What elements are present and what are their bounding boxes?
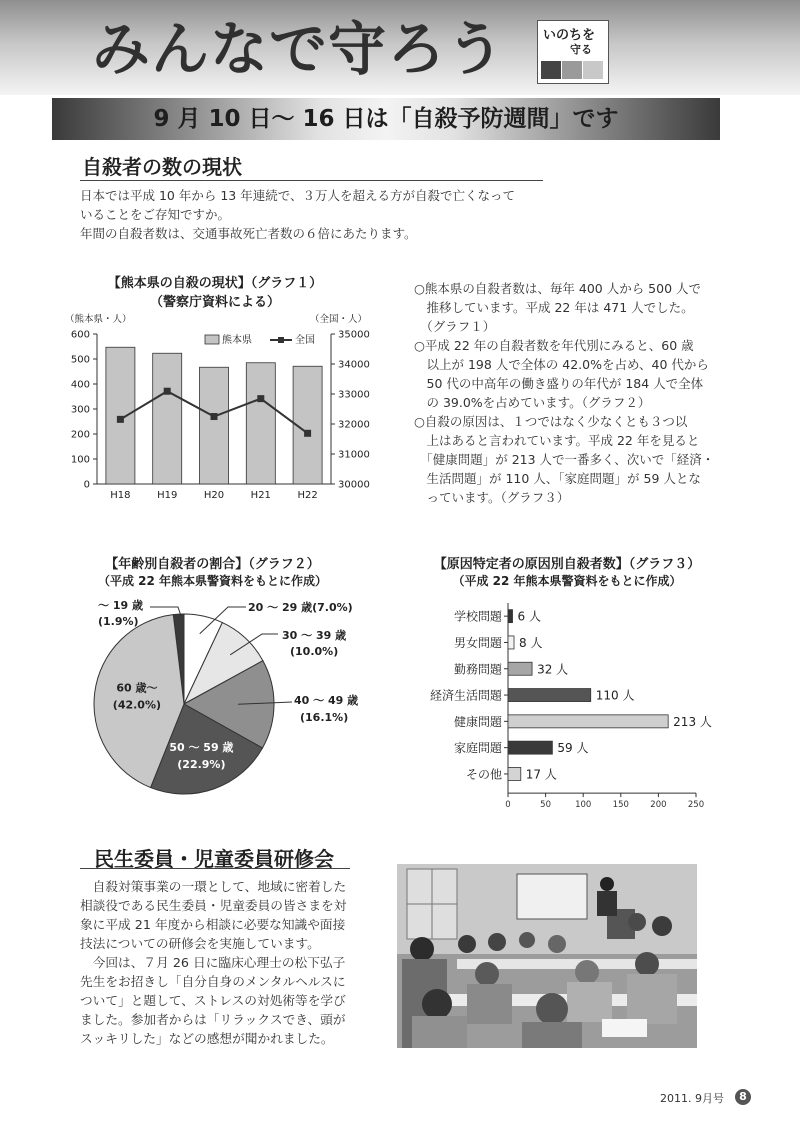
logo-line1: いのちを: [543, 28, 596, 43]
chart2-subtitle: （平成 22 年熊本県警資料をもとに作成）: [97, 574, 328, 588]
legend-marker-national: [278, 337, 284, 343]
chart3-value-label: 32 人: [537, 662, 569, 677]
training-line: スッキリした」などの感想が聞かれました。: [80, 1031, 334, 1046]
note-line: 生活問題」が 110 人、「家庭問題」が 59 人とな: [414, 471, 701, 486]
section-title-current-status: 自殺者の数の現状: [82, 155, 242, 179]
legend-label-national: 全国: [295, 335, 315, 346]
training-line: ました。参加者からは「リラックスでき、頭が: [80, 1012, 346, 1027]
section-underline: [80, 180, 543, 181]
chart1-x-tick-label: H18: [110, 490, 131, 501]
chart1-left-axis-label: （熊本県・人）: [65, 314, 132, 325]
chart3-category-label: 学校問題: [453, 609, 502, 624]
chart1-right-tick-label: 31000: [338, 449, 370, 461]
chart1-national-point-H21: [257, 395, 264, 402]
chart3-bar-4: [508, 715, 668, 728]
chart2-svg: [60, 590, 380, 800]
chart1-bar-H19: [153, 353, 182, 484]
chart1-left-tick-label: 600: [70, 329, 90, 341]
section-underline: [80, 868, 350, 869]
chart1-left-tick-label: 300: [70, 404, 90, 416]
chart2-label-4: 50 〜 59 歳: [169, 741, 234, 755]
chart3-subtitle: （平成 22 年熊本県警資料をもとに作成）: [452, 574, 682, 588]
chart1-left-tick-label: 100: [70, 454, 90, 466]
chart1-title: 【熊本県の自殺の現状】（グラフ１）: [107, 276, 323, 291]
chart2-label-2: 30 〜 39 歳: [282, 629, 347, 642]
chart3-bar-2: [508, 662, 532, 675]
chart3-x-tick-label: 50: [540, 800, 552, 810]
chart1-national-point-H20: [211, 413, 218, 420]
note-line: ○熊本県の自殺者数は、毎年 400 人から 500 人で: [414, 281, 702, 296]
chart1-right-tick-label: 33000: [338, 389, 370, 401]
chart3-bar-1: [508, 636, 514, 649]
chart3-value-label: 8 人: [519, 635, 543, 650]
training-line: 象に平成 21 年度から相談に必要な知識や面接: [80, 917, 346, 932]
chart3-category-label: 健康問題: [453, 714, 502, 729]
chart2-label-0: 〜 19 歳: [98, 599, 143, 612]
chart1-x-tick-label: H20: [203, 490, 225, 501]
training-text: [80, 877, 346, 1048]
chart2-label-1: 20 〜 29 歳(7.0%): [248, 601, 353, 614]
intro-line: 日本では平成 10 年から 13 年連続で、３万人を超える方が自殺で亡くなって: [80, 188, 515, 203]
note-line: 50 代の中高年の働き盛りの年代が 184 人で全体: [414, 376, 704, 391]
training-line: 今回は、７月 26 日に臨床心理士の松下弘子: [80, 955, 346, 970]
section-title-training: 民生委員・児童委員研修会: [94, 847, 334, 871]
chart2-pct-2: (10.0%): [290, 645, 339, 658]
intro-line: いることをご存知ですか。: [80, 207, 231, 222]
chart1-bar-H18: [106, 347, 135, 484]
training-line: ついて」と題して、ストレスの対処術等を学び: [80, 993, 346, 1008]
notes-block: [414, 279, 714, 507]
logo-square: [562, 61, 582, 79]
note-line: 上はあると言われています。平成 22 年を見ると: [414, 433, 700, 448]
page-title: みんなで守ろう: [92, 15, 506, 83]
chart3-category-label: 勤務問題: [453, 662, 502, 677]
banner-text: 9 月 10 日〜 16 日は「自殺予防週間」です: [153, 106, 619, 132]
chart1-right-axis-label: （全国・人）: [310, 314, 368, 325]
logo-line2: 守る: [570, 43, 592, 56]
chart3-category-label: 男女問題: [453, 635, 502, 650]
note-line: 推移しています。平成 22 年は 471 人でした。: [414, 300, 694, 315]
chart2-label-3: 40 〜 49 歳: [294, 694, 359, 707]
chart3-svg: [402, 595, 742, 810]
chart3-title: 【原因特定者の原因別自殺者数】（グラフ３）: [433, 557, 701, 572]
note-line: （グラフ１）: [414, 319, 496, 334]
chart3-x-tick-label: 200: [650, 800, 667, 810]
issue-label: 2011. 9月号: [660, 1092, 724, 1105]
note-line: っています。（グラフ３）: [414, 490, 570, 505]
chart3-x-tick-label: 250: [687, 800, 705, 810]
chart3-category-label: 経済生活問題: [429, 688, 502, 703]
chart1-left-tick-label: 200: [70, 429, 90, 441]
chart2-pct-5: (42.0%): [112, 698, 162, 712]
legend-swatch-kumamoto: [205, 335, 219, 344]
chart3-x-tick-label: 0: [505, 800, 511, 810]
intro-line: 年間の自殺者数は、交通事故死亡者数の６倍にあたります。: [80, 226, 417, 241]
chart3-x-tick-label: 150: [612, 800, 629, 810]
note-line: ○自殺の原因は、１つではなく少なくとも３つ以: [414, 414, 688, 429]
chart2-label-5: 60 歳〜: [116, 681, 158, 695]
chart3-x-tick-label: 100: [575, 800, 592, 810]
chart1-national-point-H22: [304, 430, 311, 437]
chart1-x-tick-label: H22: [297, 490, 318, 501]
chart2-title: 【年齢別自殺者の割合】（グラフ２）: [105, 557, 320, 572]
chart1-right-tick-label: 32000: [338, 419, 370, 431]
chart2-pct-4: (22.9%): [177, 758, 226, 772]
chart3-category-label: その他: [465, 767, 502, 782]
note-line: 以上が 198 人で全体の 42.0%を占め、40 代から: [414, 357, 709, 372]
chart1-bar-H21: [246, 363, 275, 484]
note-line: の 39.0%を占めています。（グラフ２）: [414, 395, 651, 410]
legend-label-kumamoto: 熊本県: [222, 335, 252, 346]
chart3-value-label: 59 人: [557, 741, 589, 756]
chart1-right-tick-label: 34000: [338, 359, 370, 371]
chart1-left-tick-label: 400: [70, 379, 90, 391]
chart1-right-tick-label: 30000: [338, 479, 370, 491]
chart1-left-tick-label: 0: [83, 479, 90, 491]
chart3-bar-3: [508, 689, 591, 702]
chart3-bar-0: [508, 610, 513, 623]
training-line: 相談役である民生委員・児童委員の皆さまを対: [80, 898, 347, 913]
logo-square: [541, 61, 561, 79]
chart1-right-tick-label: 35000: [338, 329, 370, 341]
chart3-value-label: 213 人: [673, 714, 712, 729]
chart1-national-point-H18: [117, 416, 124, 423]
chart2-pct-0: (1.9%): [98, 615, 139, 628]
chart1-subtitle: （警察庁資料による）: [149, 295, 280, 310]
training-line: 技法についての研修会を実施しています。: [80, 936, 320, 951]
note-line: ○平成 22 年の自殺者数を年代別にみると、60 歳: [414, 338, 694, 353]
logo-square: [583, 61, 603, 79]
chart3-value-label: 6 人: [517, 609, 541, 624]
chart1-national-point-H19: [164, 388, 171, 395]
training-line: 先生をお招きし「自分自身のメンタルヘルスに: [80, 974, 346, 989]
chart1-x-tick-label: H21: [250, 490, 271, 501]
inochi-logo: [537, 20, 609, 84]
chart3-bar-6: [508, 767, 521, 780]
chart3-category-label: 家庭問題: [453, 741, 502, 756]
chart1-x-tick-label: H19: [157, 490, 178, 501]
training-photo: [397, 864, 697, 1048]
chart1-svg: [55, 310, 385, 515]
chart2-pct-3: (16.1%): [300, 711, 349, 724]
page-number: 8: [735, 1089, 751, 1105]
chart1-left-tick-label: 500: [70, 354, 90, 366]
chart1-bar-H20: [199, 367, 228, 484]
chart3-value-label: 110 人: [595, 688, 635, 703]
note-line: 「健康問題」が 213 人で一番多く、次いで「経済・: [414, 452, 715, 467]
training-line: 自殺対策事業の一環として、地域に密着した: [80, 879, 347, 894]
chart3-value-label: 17 人: [525, 767, 557, 782]
chart3-bar-5: [508, 741, 552, 754]
